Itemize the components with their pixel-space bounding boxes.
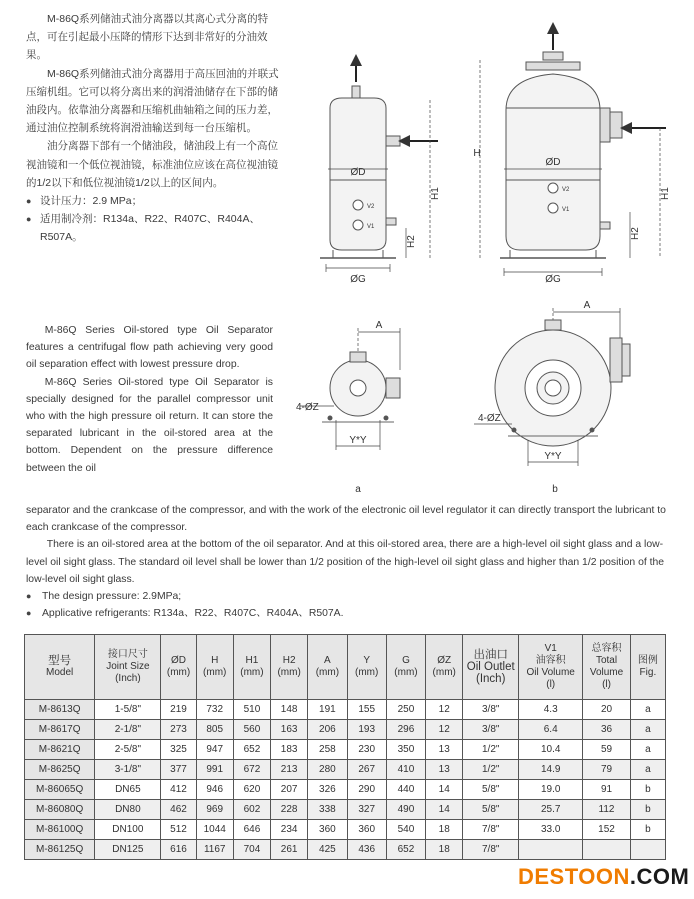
table-cell: 191 [308, 700, 347, 720]
table-cell: 490 [386, 800, 425, 820]
table-cell: 7/8" [463, 820, 519, 840]
table-cell: 13 [426, 740, 463, 760]
header-joint-size: 接口尺寸 Joint Size (Inch) [95, 635, 161, 700]
table-cell: DN125 [95, 840, 161, 860]
fig-a-top-view [300, 328, 400, 450]
model-cell: M-8613Q [25, 700, 95, 720]
table-cell: 3/8" [463, 700, 519, 720]
table-cell: 991 [196, 760, 233, 780]
table-cell: DN65 [95, 780, 161, 800]
table-cell: 290 [347, 780, 386, 800]
en-paragraph-3: There is an oil-stored area at the bottom of the oil separator. And at this oil-stored area, there are a high-level oil sight glass and a low-level oil sight glass. The standard oil level shall be lower than 1/2 position of the high-level oil sight glass and higher than 1/2 position of the low-level oil sight glass. [26, 539, 665, 585]
table-cell: 360 [347, 820, 386, 840]
spec-table [24, 634, 666, 860]
table-cell: 14 [426, 780, 463, 800]
table-cell: 510 [233, 700, 270, 720]
zh-paragraph-3: 油分离器下部有一个储油段，储油段上有一个高位视油镜和一个低位视油镜，标准油位应该在高位视油镜的1/2以下和低位视油镜1/2以上的区间内。 [26, 140, 278, 189]
zh-bullet-refrigerants: ● 适用制冷剂：R134a、R22、R407C、R404A、R507A。 [26, 210, 281, 246]
table-cell: 1-5/8" [95, 700, 161, 720]
table-row [25, 700, 666, 720]
table-cell: 59 [583, 740, 631, 760]
header-h2: H2 (mm) [271, 635, 308, 700]
table-cell [583, 840, 631, 860]
table-cell: 280 [308, 760, 347, 780]
table-cell: 560 [233, 720, 270, 740]
table-cell: 2-1/8" [95, 720, 161, 740]
table-cell: 2-5/8" [95, 740, 161, 760]
fig-a-d-label: ØD [350, 167, 366, 178]
table-cell: 616 [161, 840, 196, 860]
table-cell: 3-1/8" [95, 760, 161, 780]
table-cell: 360 [308, 820, 347, 840]
table-row [25, 720, 666, 740]
fig-a-v1-label: V1 [367, 224, 375, 230]
table-cell: 6.4 [519, 720, 583, 740]
table-cell: 1/2" [463, 760, 519, 780]
table-cell: a [630, 720, 665, 740]
fig-b-top-view [474, 308, 630, 466]
fig-b-v2-label: V2 [562, 187, 570, 193]
table-cell: 805 [196, 720, 233, 740]
zh-bullet-pressure: ● 设计压力：2.9 MPa； [26, 192, 281, 210]
table-cell: 13 [426, 760, 463, 780]
zh-paragraph-2: M-86Q系列储油式油分离器用于高压回油的并联式压缩机组。它可以将分离出来的润滑油储存在下部的储油段内。依靠油分离器和压缩机曲轴箱之间的压力差，通过油位控制系统将润滑油输送到每一台压缩机。 [26, 67, 279, 135]
table-cell: 5/8" [463, 780, 519, 800]
table-cell: 258 [308, 740, 347, 760]
table-cell [630, 840, 665, 860]
en-bullet-list [26, 588, 666, 622]
table-cell: 947 [196, 740, 233, 760]
header-oil-volume: V1 油容积 Oil Volume (l) [519, 635, 583, 700]
fig-a-v2-label: V2 [367, 204, 375, 210]
english-wide-text [26, 502, 666, 622]
fig-a-side-view [320, 60, 438, 272]
header-h1: H1 (mm) [233, 635, 270, 700]
fig-b-z-label: 4-ØZ [478, 413, 501, 424]
table-cell: 540 [386, 820, 425, 840]
table-cell: 672 [233, 760, 270, 780]
table-cell: 440 [386, 780, 425, 800]
table-cell: 267 [347, 760, 386, 780]
table-cell: 512 [161, 820, 196, 840]
fig-a-z-label: 4-ØZ [296, 402, 319, 413]
table-cell: b [630, 820, 665, 840]
fig-a-g-label: ØG [350, 274, 366, 285]
model-cell: M-8621Q [25, 740, 95, 760]
zh-paragraph-1: M-86Q系列储油式油分离器以其离心式分离的特点，可在引起最小压降的情形下达到非常好的分油效果。 [26, 13, 269, 62]
table-cell: DN100 [95, 820, 161, 840]
table-cell: 152 [583, 820, 631, 840]
table-cell: 620 [233, 780, 270, 800]
table-cell: 18 [426, 820, 463, 840]
fig-b-yy-label: Y*Y [544, 451, 562, 462]
table-row [25, 800, 666, 820]
model-cell: M-8625Q [25, 760, 95, 780]
en-bullet-pressure: ● The design pressure: 2.9MPa; [26, 588, 666, 605]
table-row [25, 780, 666, 800]
fig-b-d-label: ØD [545, 157, 561, 168]
model-cell: M-8617Q [25, 720, 95, 740]
table-row [25, 840, 666, 860]
table-cell: 10.4 [519, 740, 583, 760]
table-cell: 25.7 [519, 800, 583, 820]
table-cell: 325 [161, 740, 196, 760]
table-cell: 410 [386, 760, 425, 780]
table-cell: 12 [426, 720, 463, 740]
table-cell: 1044 [196, 820, 233, 840]
table-cell: DN80 [95, 800, 161, 820]
header-d: ØD (mm) [161, 635, 196, 700]
table-cell: 250 [386, 700, 425, 720]
table-cell: 338 [308, 800, 347, 820]
table-cell: 1/2" [463, 740, 519, 760]
table-cell: 12 [426, 700, 463, 720]
table-body [25, 700, 666, 860]
table-cell: 148 [271, 700, 308, 720]
table-cell: 7/8" [463, 840, 519, 860]
table-cell: 646 [233, 820, 270, 840]
table-cell: 228 [271, 800, 308, 820]
table-cell: 602 [233, 800, 270, 820]
fig-b-h1-label: H1 [660, 187, 671, 200]
model-cell: M-86125Q [25, 840, 95, 860]
fig-b-g-label: ØG [545, 274, 561, 285]
table-cell: 163 [271, 720, 308, 740]
fig-b-h-label: H [473, 148, 481, 159]
header-g: G (mm) [386, 635, 425, 700]
table-cell: 19.0 [519, 780, 583, 800]
table-cell: 946 [196, 780, 233, 800]
table-cell: a [630, 760, 665, 780]
header-z: ØZ (mm) [426, 635, 463, 700]
header-h: H (mm) [196, 635, 233, 700]
table-cell: 969 [196, 800, 233, 820]
header-total-volume: 总容积 Total Volume (l) [583, 635, 631, 700]
table-cell: 213 [271, 760, 308, 780]
fig-a-yy-label: Y*Y [349, 435, 367, 446]
table-cell: 91 [583, 780, 631, 800]
watermark-part-1: DESTOON [518, 864, 630, 889]
fig-b-a-label: A [583, 300, 591, 311]
table-cell: 704 [233, 840, 270, 860]
table-cell: 436 [347, 840, 386, 860]
table-cell: 14 [426, 800, 463, 820]
table-cell: 79 [583, 760, 631, 780]
table-row [25, 740, 666, 760]
fig-a-a-label: A [375, 320, 383, 331]
table-cell: 36 [583, 720, 631, 740]
table-cell: 261 [271, 840, 308, 860]
table-cell: 183 [271, 740, 308, 760]
table-cell: 193 [347, 720, 386, 740]
watermark-part-2: .COM [629, 864, 690, 889]
table-row [25, 760, 666, 780]
watermark-logo [518, 864, 689, 890]
table-cell: 18 [426, 840, 463, 860]
table-cell: 20 [583, 700, 631, 720]
table-cell: 112 [583, 800, 631, 820]
table-cell: 5/8" [463, 800, 519, 820]
table-cell: 377 [161, 760, 196, 780]
table-cell: 234 [271, 820, 308, 840]
table-cell: 207 [271, 780, 308, 800]
table-cell: b [630, 800, 665, 820]
en-paragraph-2: M-86Q Series Oil-stored type Oil Separator is specially designed for the parallel compressor unit who with the high pressure oil return. It can store the separated lubricant in the oil-stored area at the bottom. Dependent on the pressure difference between the oil [26, 376, 273, 474]
model-cell: M-86065Q [25, 780, 95, 800]
model-cell: M-86100Q [25, 820, 95, 840]
table-cell: 219 [161, 700, 196, 720]
table-cell: 273 [161, 720, 196, 740]
table-cell: 296 [386, 720, 425, 740]
table-cell: 14.9 [519, 760, 583, 780]
table-cell: b [630, 780, 665, 800]
table-cell: 4.3 [519, 700, 583, 720]
table-cell: 3/8" [463, 720, 519, 740]
table-cell: a [630, 700, 665, 720]
table-cell: 652 [233, 740, 270, 760]
table-cell: 652 [386, 840, 425, 860]
header-y: Y (mm) [347, 635, 386, 700]
table-header-row [25, 635, 666, 700]
table-cell: 1167 [196, 840, 233, 860]
table-cell: 230 [347, 740, 386, 760]
fig-a-h1-label: H1 [430, 187, 441, 200]
fig-b-h2-label: H2 [630, 227, 641, 240]
table-cell: 412 [161, 780, 196, 800]
table-cell: 462 [161, 800, 196, 820]
table-cell: 732 [196, 700, 233, 720]
en-bullet-refrigerants: ● Applicative refrigerants: R134a、R22、R407C、R404A、R507A. [26, 605, 666, 622]
fig-a-caption: a [355, 484, 361, 495]
table-cell: 155 [347, 700, 386, 720]
table-cell: 327 [347, 800, 386, 820]
header-a: A (mm) [308, 635, 347, 700]
fig-a-h2-label: H2 [406, 235, 417, 248]
table-cell: 425 [308, 840, 347, 860]
table-cell: 206 [308, 720, 347, 740]
table-row [25, 820, 666, 840]
header-model: 型号 Model [25, 635, 95, 700]
fig-b-caption: b [552, 484, 558, 495]
table-cell [519, 840, 583, 860]
table-cell: a [630, 740, 665, 760]
header-fig: 图例 Fig. [630, 635, 665, 700]
fig-b-v1-label: V1 [562, 207, 570, 213]
en-paragraph-1: M-86Q Series Oil-stored type Oil Separator features a centrifugal flow path achieving very good oil separation effect with lowest pressure drop. [26, 325, 273, 371]
model-cell: M-86080Q [25, 800, 95, 820]
table-cell: 350 [386, 740, 425, 760]
en-paragraph-2-continued: separator and the crankcase of the compressor, and with the work of the electronic oil level regulator it can directly transport the lubricant to each crankcase of the compressor. [26, 505, 666, 534]
table-cell: 326 [308, 780, 347, 800]
table-cell: 33.0 [519, 820, 583, 840]
header-oil-outlet: 出油口 Oil Outlet (Inch) [463, 635, 519, 700]
